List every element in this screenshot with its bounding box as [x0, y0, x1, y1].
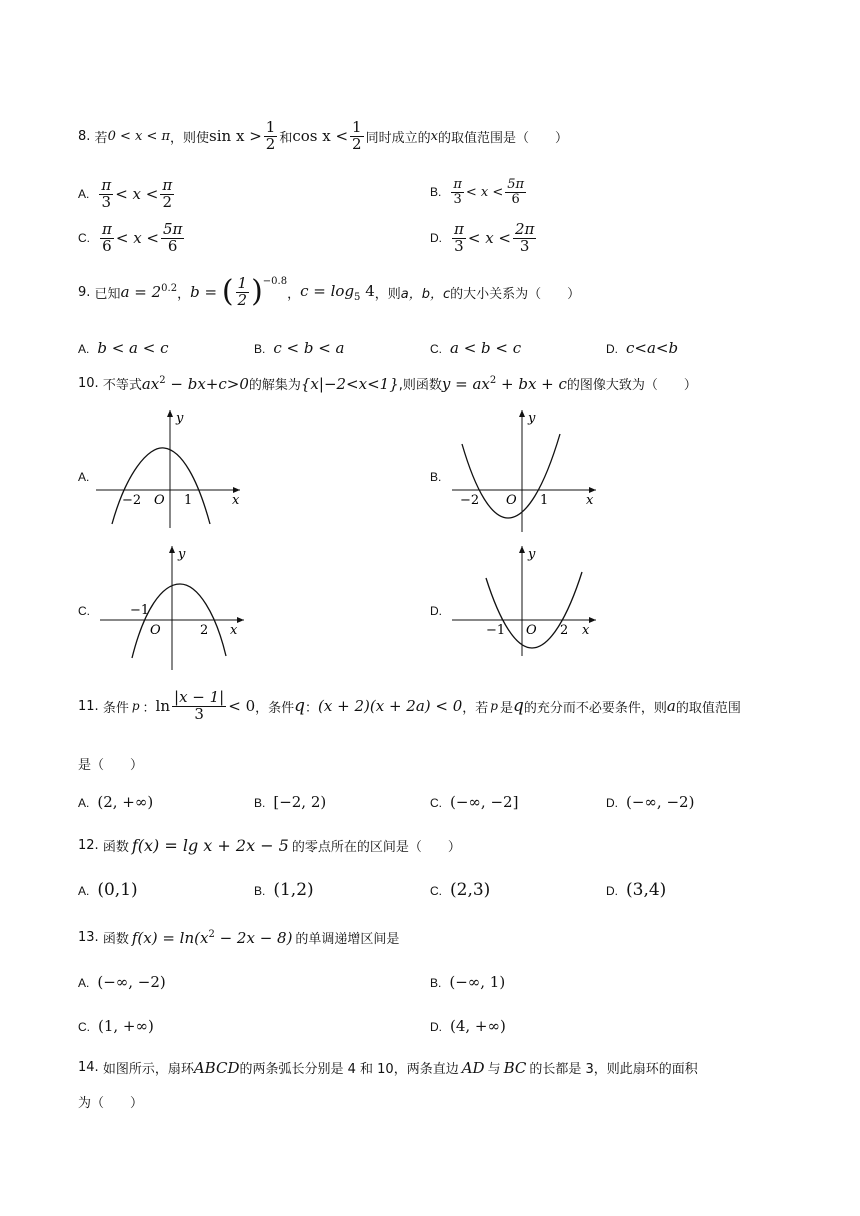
y-axis-label: y — [528, 411, 536, 426]
q12-option-a[interactable]: A. (0,1) — [78, 880, 138, 900]
origin-label: O — [526, 623, 537, 638]
q10-graph-b[interactable] — [446, 404, 606, 538]
q8-half-fraction-1: $\frac{1}{2}$ — [265, 118, 276, 153]
x-axis-label: x — [586, 493, 594, 508]
q13-option-b[interactable]: B. (−∞, 1) — [430, 973, 506, 991]
q11-option-b[interactable]: B. [−2, 2) — [254, 793, 327, 811]
x-axis-arrow — [237, 617, 244, 623]
x-axis-arrow — [589, 617, 596, 623]
parabola-curve — [132, 584, 226, 658]
q12-expr: f(x) = lg x + 2x − 5 — [131, 836, 289, 855]
y-axis-arrow — [519, 546, 525, 553]
q9-option-a[interactable]: A. b < a < c — [78, 339, 169, 357]
q8-sin: sin x > — [209, 127, 262, 146]
q9-option-b[interactable]: B. c < b < a — [254, 339, 345, 357]
tick-label: 2 — [200, 623, 209, 638]
y-axis-label: y — [528, 547, 536, 562]
q9-option-c[interactable]: C. a < b < c — [430, 339, 522, 357]
q11-option-d[interactable]: D. (−∞, −2) — [606, 793, 695, 811]
origin-label: O — [506, 493, 517, 508]
tick-label: 1 — [540, 493, 549, 508]
q10-option-b-label[interactable]: B. — [430, 470, 442, 484]
q13-expr: $f(x) = \ln(x^2 - 2x - 8)$ — [131, 928, 293, 947]
origin-label: O — [150, 623, 161, 638]
q9-b-expr: b = ( $\frac{1}{2}$ ) $^{-0.8}$ — [190, 274, 288, 310]
y-axis-arrow — [519, 410, 525, 417]
q10-graph-a[interactable] — [90, 404, 250, 534]
tick-label: −2 — [460, 493, 480, 508]
q8-option-d[interactable]: D. $\frac{\pi}{3}$ < x < $\frac{2\pi}{3}$ — [430, 220, 535, 255]
q8-number: 8. — [78, 128, 91, 144]
q11-fraction: $\frac{|x - 1|}{3}$ — [174, 688, 225, 723]
q13-option-d[interactable]: D. (4, +∞) — [430, 1017, 506, 1035]
origin-label: O — [154, 493, 165, 508]
tick-label: 2 — [560, 623, 569, 638]
q10-function: $y = ax^2$ + bx + c — [441, 374, 567, 393]
tick-label: −1 — [130, 603, 150, 618]
tick-label: 1 — [184, 493, 193, 508]
q10-graph-d[interactable] — [446, 540, 606, 660]
q14-stem-line-2: 为（ ） — [78, 1096, 144, 1111]
q8-text-1: 若 — [94, 130, 108, 146]
q8-cos: cos x < — [292, 127, 349, 146]
q8-text-5: 的取值范围是（ ） — [437, 130, 568, 146]
q13-stem: 13. 函数 $f(x) = \ln(x^2 - 2x - 8)$ 的单调递增区间是 — [78, 928, 400, 947]
q14-stem: 14. 如图所示，扇环 ABCD 的两条弧长分别是 4 和 10，两条直边 AD 与 BC 的长都是 3，则此扇环的面积 — [78, 1058, 698, 1077]
q11-stem: 11. 条件 p ： ln $\frac{|x - 1|}{3}$ < 0 ，条件 q ： (x + 2)(x + 2a) < 0 ，若 p 是 q 的充分而不必要条件，则 a 的取值范围 — [78, 688, 741, 723]
q8-option-b[interactable]: B. $\frac{\pi}{3}$ < x < $\frac{5\pi}{6}$ — [430, 177, 525, 207]
q9-c-expr: $c = \log_5 4$ — [300, 281, 375, 303]
q9-stem: 9. 已知 $a = 2^{0.2}$ ， b = ( $\frac{1}{2}$ ) $^{-0.8}$ ， $c = \log_5 4$ ，则 a，b，c 的大小关系为（ ） — [78, 274, 581, 310]
q12-stem: 12. 函数 f(x) = lg x + 2x − 5 的零点所在的区间是（ ） — [78, 836, 461, 855]
q13-option-c[interactable]: C. (1, +∞) — [78, 1017, 154, 1035]
q10-option-c-label[interactable]: C. — [78, 604, 90, 618]
q10-stem: 10. 不等式 $ax^2 - bx+c>0$ 的解集为 {x|−2<x<1} ,则函数 $y = ax^2$ + bx + c 的图像大致为（ ） — [78, 374, 697, 393]
y-axis-label: y — [178, 547, 186, 562]
x-axis-label: x — [582, 623, 590, 638]
q9-option-d[interactable]: D. c<a<b — [606, 339, 679, 357]
q8-stem — [78, 120, 568, 153]
q11-q-expr: (x + 2)(x + 2a) < 0 — [318, 697, 463, 716]
q8-text-3: 和 — [279, 130, 293, 146]
x-axis-label: x — [232, 493, 240, 508]
q10-inequality: $ax^2 - bx+c>0$ — [141, 374, 249, 393]
q10-graph-c[interactable] — [94, 540, 254, 674]
tick-label: −1 — [486, 623, 506, 638]
q11-stem-line-2: 是（ ） — [78, 758, 144, 773]
q8-var-x: x — [430, 128, 438, 144]
q11-option-c[interactable]: C. (−∞, −2] — [430, 793, 519, 811]
tick-label: −2 — [122, 493, 142, 508]
q8-text-2: ，则使 — [170, 130, 210, 146]
q13-option-a[interactable]: A. (−∞, −2) — [78, 973, 166, 991]
q8-condition: 0 < x < π — [107, 128, 171, 144]
parabola-curve — [112, 448, 210, 524]
q9-a-expr: $a = 2^{0.2}$ — [120, 283, 178, 302]
q11-option-a[interactable]: A. (2, +∞) — [78, 793, 154, 811]
q8-text-4: 同时成立的 — [365, 130, 431, 146]
y-axis-label: y — [176, 411, 184, 426]
q8-option-a[interactable]: A. $\frac{\pi}{3}$ < x < $\frac{\pi}{2}$ — [78, 176, 173, 211]
q10-option-d-label[interactable]: D. — [430, 604, 442, 618]
y-axis-arrow — [169, 546, 175, 553]
q8-option-c[interactable]: C. $\frac{\pi}{6}$ < x < $\frac{5\pi}{6}$ — [78, 220, 183, 255]
y-axis-arrow — [167, 410, 173, 417]
q12-option-c[interactable]: C. (2,3) — [430, 880, 491, 900]
q12-option-b[interactable]: B. (1,2) — [254, 880, 314, 900]
q8-half-fraction-2: $\frac{1}{2}$ — [352, 118, 362, 153]
q10-solution-set: {x|−2<x<1} — [300, 374, 399, 393]
x-axis-label: x — [230, 623, 238, 638]
q10-option-a-label[interactable]: A. — [78, 470, 90, 484]
q12-option-d[interactable]: D. (3,4) — [606, 880, 667, 900]
